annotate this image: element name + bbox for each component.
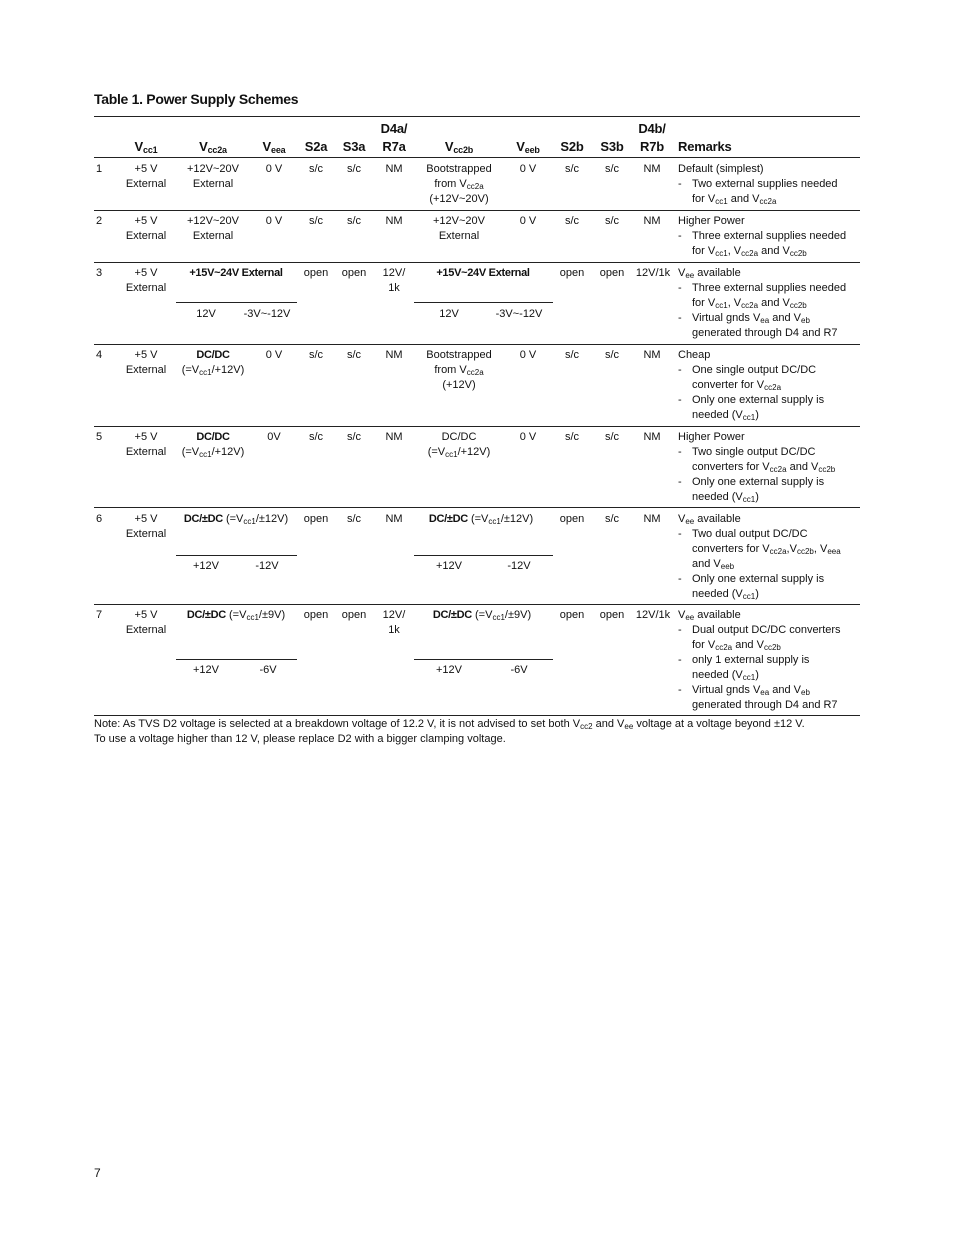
d4a-cell: NM (385, 215, 403, 227)
row-divider (94, 344, 860, 345)
vcc2b-cell: +12V~20V External (433, 215, 485, 242)
s3b-cell: s/c (604, 163, 620, 175)
vcc2a-cell: DC/DC $(=V_{cc1}/+12V)$ (181, 431, 245, 459)
s2b-cell: s/c (564, 163, 580, 175)
s2b-cell: s/c (564, 349, 580, 361)
row-number: 1 (96, 163, 103, 175)
row-divider (94, 262, 860, 263)
veea-cell: 0V (267, 431, 281, 443)
row-number: 2 (96, 215, 103, 227)
d4a-cell: NM (385, 163, 403, 175)
row-divider (94, 604, 860, 605)
header-veea: $V_{eea}$ (262, 139, 286, 155)
d4b-cell: NM (643, 163, 661, 175)
s3a-cell: s/c (346, 215, 362, 227)
d4a-cell: NM (385, 431, 403, 443)
d4a-cell: NM (385, 349, 403, 361)
vcc2b-sub-cell: 12V (439, 308, 459, 320)
vcc2b-sub-cell: +12V (436, 560, 462, 572)
header-vcc1: $V_{cc1}$ (134, 139, 158, 155)
row-divider (94, 507, 860, 508)
s3a-cell: s/c (346, 163, 362, 175)
d4a-cell: NM (385, 513, 403, 525)
table-top-rule (94, 116, 860, 117)
sub-divider (176, 659, 297, 660)
vcc2b-cell: Bootstrapped from $V_{cc2a}$ (+12V~20V) (426, 163, 492, 205)
s3b-cell: s/c (604, 215, 620, 227)
vcc2a-sub-cell: 12V (196, 308, 216, 320)
veeb-cell: 0 V (519, 215, 537, 227)
vcc2b-veeb-cell: +15V~24V External (436, 267, 530, 279)
sub-divider (414, 302, 553, 303)
header-vcc2b: $V_{cc2b}$ (444, 139, 474, 155)
header-d4b: D4b/ R7b (638, 121, 666, 154)
sub-divider (414, 555, 553, 556)
s2a-cell: open (303, 513, 329, 525)
d4b-cell: NM (643, 215, 661, 227)
vcc1-cell: +5 V External (125, 267, 167, 294)
row-divider (94, 426, 860, 427)
vcc1-cell: +5 V External (125, 431, 167, 458)
sub-divider (176, 555, 297, 556)
vcc2b-cell: DC/DC $(=V_{cc1}/+12V)$ (427, 431, 491, 459)
s2b-cell: s/c (564, 431, 580, 443)
s2a-cell: s/c (308, 215, 324, 227)
header-rule (94, 157, 860, 158)
remarks-title: Higher Power (678, 431, 745, 443)
vcc2b-veeb-cell: DC/±DC $(=V_{cc1}/\pm 12V)$ (428, 513, 534, 526)
s2a-cell: open (303, 267, 329, 279)
vcc1-cell: +5 V External (125, 163, 167, 190)
header-s2a: S2a (304, 139, 328, 154)
d4b-cell: 12V/1k (635, 609, 671, 621)
vcc2b-sub-cell: +12V (436, 664, 462, 676)
s2b-cell: open (559, 609, 585, 621)
veea-cell: 0 V (265, 349, 283, 361)
veea-cell: 0 V (265, 215, 283, 227)
s3a-cell: s/c (346, 513, 362, 525)
vcc2a-veea-cell: DC/±DC $(=V_{cc1}/\pm 9V)$ (186, 609, 286, 622)
remarks-title: Higher Power (678, 215, 745, 227)
vcc2a-sub-cell: +12V (193, 560, 219, 572)
header-d4a: D4a/ R7a (380, 121, 408, 154)
s2b-cell: open (559, 513, 585, 525)
d4b-cell: NM (643, 349, 661, 361)
s3a-cell: s/c (346, 349, 362, 361)
s3a-cell: open (341, 267, 367, 279)
header-veeb: $V_{eeb}$ (516, 139, 540, 155)
vcc2b-cell: Bootstrapped from $V_{cc2a}$ (+12V) (426, 349, 492, 391)
vcc1-cell: +5 V External (125, 513, 167, 540)
veea-sub-cell: -3V~-12V (243, 308, 291, 320)
veeb-sub-cell: -12V (507, 560, 531, 572)
veeb-sub-cell: -6V (510, 664, 528, 676)
s2a-cell: open (303, 609, 329, 621)
vcc1-cell: +5 V External (125, 215, 167, 242)
vcc1-cell: +5 V External (125, 609, 167, 636)
header-remarks: Remarks (678, 139, 732, 154)
s2a-cell: s/c (308, 163, 324, 175)
s3b-cell: open (599, 609, 625, 621)
vcc2b-veeb-cell: DC/±DC $(=V_{cc1}/\pm 9V)$ (432, 609, 532, 622)
row-number: 6 (96, 513, 103, 525)
vcc2a-veea-cell: +15V~24V External (189, 267, 283, 279)
remarks-title: $V_{ee}$ available (678, 513, 741, 526)
s3b-cell: s/c (604, 349, 620, 361)
row-number: 3 (96, 267, 103, 279)
veeb-cell: 0 V (519, 431, 537, 443)
vcc2a-cell: +12V~20V External (187, 163, 239, 190)
row-divider (94, 210, 860, 211)
table-title: Table 1. Power Supply Schemes (94, 91, 299, 107)
veeb-sub-cell: -3V~-12V (495, 308, 543, 320)
note-line-2: To use a voltage higher than 12 V, please replace D2 with a bigger clamping voltage. (94, 733, 506, 745)
s3b-cell: open (599, 267, 625, 279)
vcc2a-cell: +12V~20V External (187, 215, 239, 242)
veea-sub-cell: -12V (255, 560, 279, 572)
veea-cell: 0 V (265, 163, 283, 175)
d4a-cell: 12V/ 1k (382, 609, 406, 636)
veea-sub-cell: -6V (259, 664, 277, 676)
veeb-cell: 0 V (519, 349, 537, 361)
header-s2b: S2b (560, 139, 584, 154)
vcc2a-sub-cell: +12V (193, 664, 219, 676)
s2b-cell: s/c (564, 215, 580, 227)
d4a-cell: 12V/ 1k (382, 267, 406, 294)
s3b-cell: s/c (604, 431, 620, 443)
header-s3a: S3a (342, 139, 366, 154)
page-number: 7 (94, 1166, 101, 1180)
table-note (94, 717, 864, 747)
sub-divider (176, 302, 297, 303)
row-number: 4 (96, 349, 103, 361)
veeb-cell: 0 V (519, 163, 537, 175)
vcc2a-cell: DC/DC $(=V_{cc1}/+12V)$ (181, 349, 245, 377)
remarks-title: Cheap (678, 349, 711, 361)
s2b-cell: open (559, 267, 585, 279)
header-vcc2a: $V_{cc2a}$ (199, 139, 227, 155)
s2a-cell: s/c (308, 431, 324, 443)
s3a-cell: s/c (346, 431, 362, 443)
s2a-cell: s/c (308, 349, 324, 361)
s3a-cell: open (341, 609, 367, 621)
d4b-cell: NM (643, 513, 661, 525)
row-number: 7 (96, 609, 103, 621)
row-number: 5 (96, 431, 103, 443)
d4b-cell: NM (643, 431, 661, 443)
remarks-title: $V_{ee}$ available (678, 609, 741, 622)
vcc1-cell: +5 V External (125, 349, 167, 376)
s3b-cell: s/c (604, 513, 620, 525)
d4b-cell: 12V/1k (635, 267, 671, 279)
note-line-1: Note: As TVS D2 voltage is selected at a breakdown voltage of 12.2 V, it is not advised to set both $V_{cc2}$ and $V_{ee}$ voltage at a voltage beyond ±12 V. (94, 718, 805, 731)
remarks-title: Default (simplest) (678, 163, 764, 175)
power-supply-table: $V_{cc1}$ $V_{cc2a}$ $V_{eea}$ S2a S3a D4a/ R7a $V_{cc2b}$ $V_{eeb}$ S2b S3b D4b/ R7b Remarks 1 +5 V External +12V~20V External 0 V s/c s/c NM Bootstrapped from $V_{cc2a}$ (+12V~20V) 0 V s/c s/c NM Default (simplest) - Two external supplies needed for $V_{cc1}$ and $V_{cc2a}$ 2 +5 V External +12V~20V External 0 V s/c s/c NM +12V~20V External 0 V s/c s/c NM Higher Power - Three external supplies needed for $V_{cc1}$, $V_{cc2a}$ and $V_{cc2b}$ 3 +5 V External +15V~24V External 12V -3V~-12V open open 12V/ 1k +15V~24V External 12V -3V~-12V open open 12V/1k $V_{ee}$ available - Three external supplies needed for $V_{cc1}$, $V_{cc2a}$ and $V_{cc2b}$ - Virtual gnds $V_{ea}$ and $V_{eb}$ generated through D4 and R7 4 +5 V External DC/DC $(=V_{cc1}/+12V)$ 0 V s/c s/c NM Bootstrapped from $V_{cc2a}$ (+12V) 0 V s/c s/c NM Cheap - One single output DC/DC converter for $V_{cc2a}$ - Only one external supply is needed $(V_{cc1})$ 5 +5 V External DC/DC $(=V_{cc1}/+12V)$ 0V s/c s/c NM DC/DC $(=V_{cc1}/+12V)$ 0 V s/c s/c NM Higher Power - Two single output DC/DC converters for $V_{cc2a}$ and $V_{cc2b}$ - Only one external supply is needed $(V_{cc1})$ 6 +5 V External DC/±DC $(=V_{cc1}/\pm 12V)$ +12V -12V open s/c NM DC/±DC $(=V_{cc1}/\pm 12V)$ +12V -12V open s/c NM $V_{ee}$ available - Two dual output DC/DC converters for $V_{cc2a},V_{cc2b}$, $V_{eea}$ and $V_{eeb}$ - Only one external supply is needed $(V_{cc1})$ 7 +5 V External DC/±DC $(=V_{cc1}/\pm 9V)$ +12V -6V open open 12V/ 1k DC/±DC $(=V_{cc1}/\pm 9V)$ +12V -6V open open 12V/1k $V_{ee}$ available - Dual output DC/DC converters for $V_{cc2a}$ and $V_{cc2b}$ - only 1 external supply is needed $(V_{cc1})$ - Virtual gnds $V_{ea}$ and $V_{eb}$ generated through D4 and R7 (94, 116, 860, 716)
sub-divider (414, 659, 553, 660)
remarks-title: $V_{ee}$ available (678, 267, 741, 280)
header-s3b: S3b (600, 139, 624, 154)
table-bottom-rule (94, 715, 860, 716)
vcc2a-veea-cell: DC/±DC $(=V_{cc1}/\pm 12V)$ (183, 513, 289, 526)
